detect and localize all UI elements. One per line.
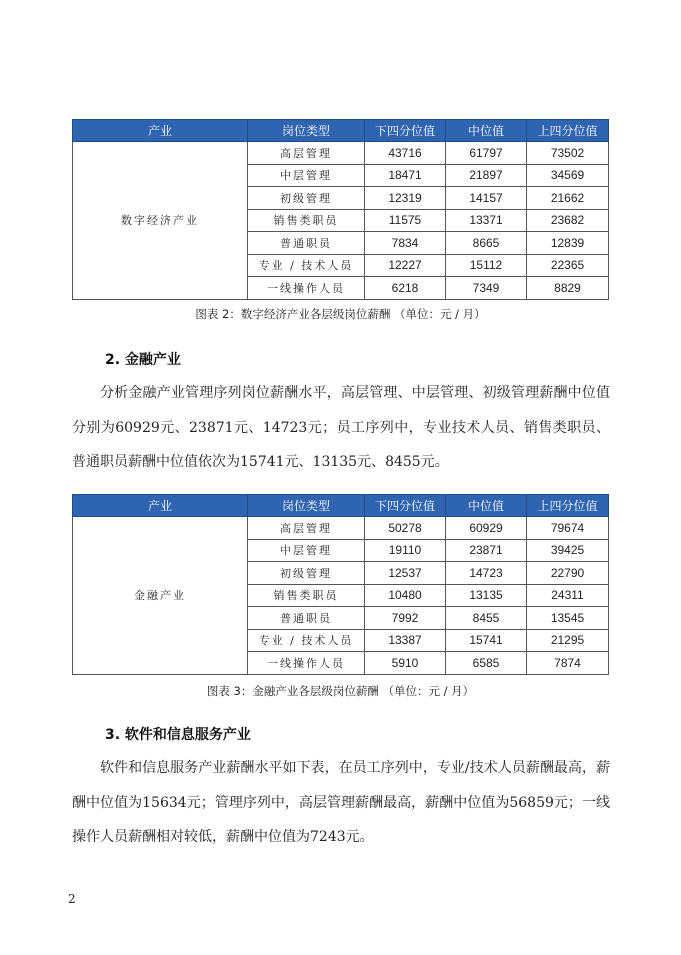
upper-quartile-cell: 39425 [527,539,609,562]
header-industry: 产业 [73,120,248,142]
upper-quartile-cell: 12839 [527,232,609,255]
upper-quartile-cell: 21662 [527,187,609,210]
header-lower-quartile: 下四分位值 [365,120,446,142]
header-median: 中位值 [446,495,527,517]
median-cell: 7349 [446,277,527,300]
upper-quartile-cell: 24311 [527,584,609,607]
median-cell: 21897 [446,164,527,187]
role-cell: 专业 / 技术人员 [248,254,365,277]
lower-quartile-cell: 12319 [365,187,446,210]
lower-quartile-cell: 10480 [365,584,446,607]
section-heading-finance: 2. 金融产业 [105,352,181,368]
header-role-type: 岗位类型 [248,120,365,142]
median-cell: 61797 [446,142,527,165]
upper-quartile-cell: 8829 [527,277,609,300]
industry-cell: 数字经济产业 [73,142,248,300]
upper-quartile-cell: 23682 [527,209,609,232]
role-cell: 一线操作人员 [248,652,365,675]
role-cell: 初级管理 [248,562,365,585]
role-cell: 普通职员 [248,232,365,255]
upper-quartile-cell: 79674 [527,517,609,540]
lower-quartile-cell: 5910 [365,652,446,675]
median-cell: 15112 [446,254,527,277]
median-cell: 60929 [446,517,527,540]
lower-quartile-cell: 50278 [365,517,446,540]
table-caption-finance: 图表 3：金融产业各层级岗位薪酬 （单位：元 / 月） [206,684,475,698]
role-cell: 中层管理 [248,539,365,562]
role-cell: 初级管理 [248,187,365,210]
role-cell: 高层管理 [248,517,365,540]
header-upper-quartile: 上四分位值 [527,495,609,517]
median-cell: 14723 [446,562,527,585]
median-cell: 13135 [446,584,527,607]
lower-quartile-cell: 7992 [365,607,446,630]
role-cell: 销售类职员 [248,209,365,232]
industry-cell: 金融产业 [73,517,248,675]
lower-quartile-cell: 6218 [365,277,446,300]
lower-quartile-cell: 13387 [365,629,446,652]
header-lower-quartile: 下四分位值 [365,495,446,517]
median-cell: 13371 [446,209,527,232]
median-cell: 6585 [446,652,527,675]
salary-table-digital-economy [72,119,609,300]
median-cell: 8455 [446,607,527,630]
median-cell: 15741 [446,629,527,652]
section-paragraph-finance: 分析金融产业管理序列岗位薪酬水平，高层管理、中层管理、初级管理薪酬中位值分别为60929元、23871元、14723元；员工序列中，专业技术人员、销售类职员、普通职员薪酬中位值依次为15741元、13135元、8455元。 [72,385,610,470]
header-industry: 产业 [73,495,248,517]
lower-quartile-cell: 18471 [365,164,446,187]
upper-quartile-cell: 7874 [527,652,609,675]
median-cell: 23871 [446,539,527,562]
lower-quartile-cell: 11575 [365,209,446,232]
role-cell: 普通职员 [248,607,365,630]
table-caption-digital-economy: 图表 2：数字经济产业各层级岗位薪酬 （单位：元 / 月） [195,307,486,321]
median-cell: 8665 [446,232,527,255]
section-heading-software: 3. 软件和信息服务产业 [105,727,251,743]
upper-quartile-cell: 22365 [527,254,609,277]
median-cell: 14157 [446,187,527,210]
role-cell: 专业 / 技术人员 [248,629,365,652]
header-upper-quartile: 上四分位值 [527,120,609,142]
table-row [73,517,609,540]
section-paragraph-software: 软件和信息服务产业薪酬水平如下表，在员工序列中，专业/技术人员薪酬最高，薪酬中位值为15634元；管理序列中，高层管理薪酬最高，薪酬中位值为56859元；一线操作人员薪酬相对较低，薪酬中位值为7243元。 [72,760,610,845]
header-role-type: 岗位类型 [248,495,365,517]
upper-quartile-cell: 22790 [527,562,609,585]
table-header-row [73,495,609,517]
upper-quartile-cell: 21295 [527,629,609,652]
table-row [73,142,609,165]
lower-quartile-cell: 12227 [365,254,446,277]
role-cell: 一线操作人员 [248,277,365,300]
table-header-row [73,120,609,142]
lower-quartile-cell: 7834 [365,232,446,255]
role-cell: 中层管理 [248,164,365,187]
role-cell: 高层管理 [248,142,365,165]
upper-quartile-cell: 73502 [527,142,609,165]
salary-table-finance [72,494,609,675]
page-number: 2 [68,892,76,906]
lower-quartile-cell: 43716 [365,142,446,165]
role-cell: 销售类职员 [248,584,365,607]
upper-quartile-cell: 34569 [527,164,609,187]
upper-quartile-cell: 13545 [527,607,609,630]
header-median: 中位值 [446,120,527,142]
lower-quartile-cell: 19110 [365,539,446,562]
lower-quartile-cell: 12537 [365,562,446,585]
